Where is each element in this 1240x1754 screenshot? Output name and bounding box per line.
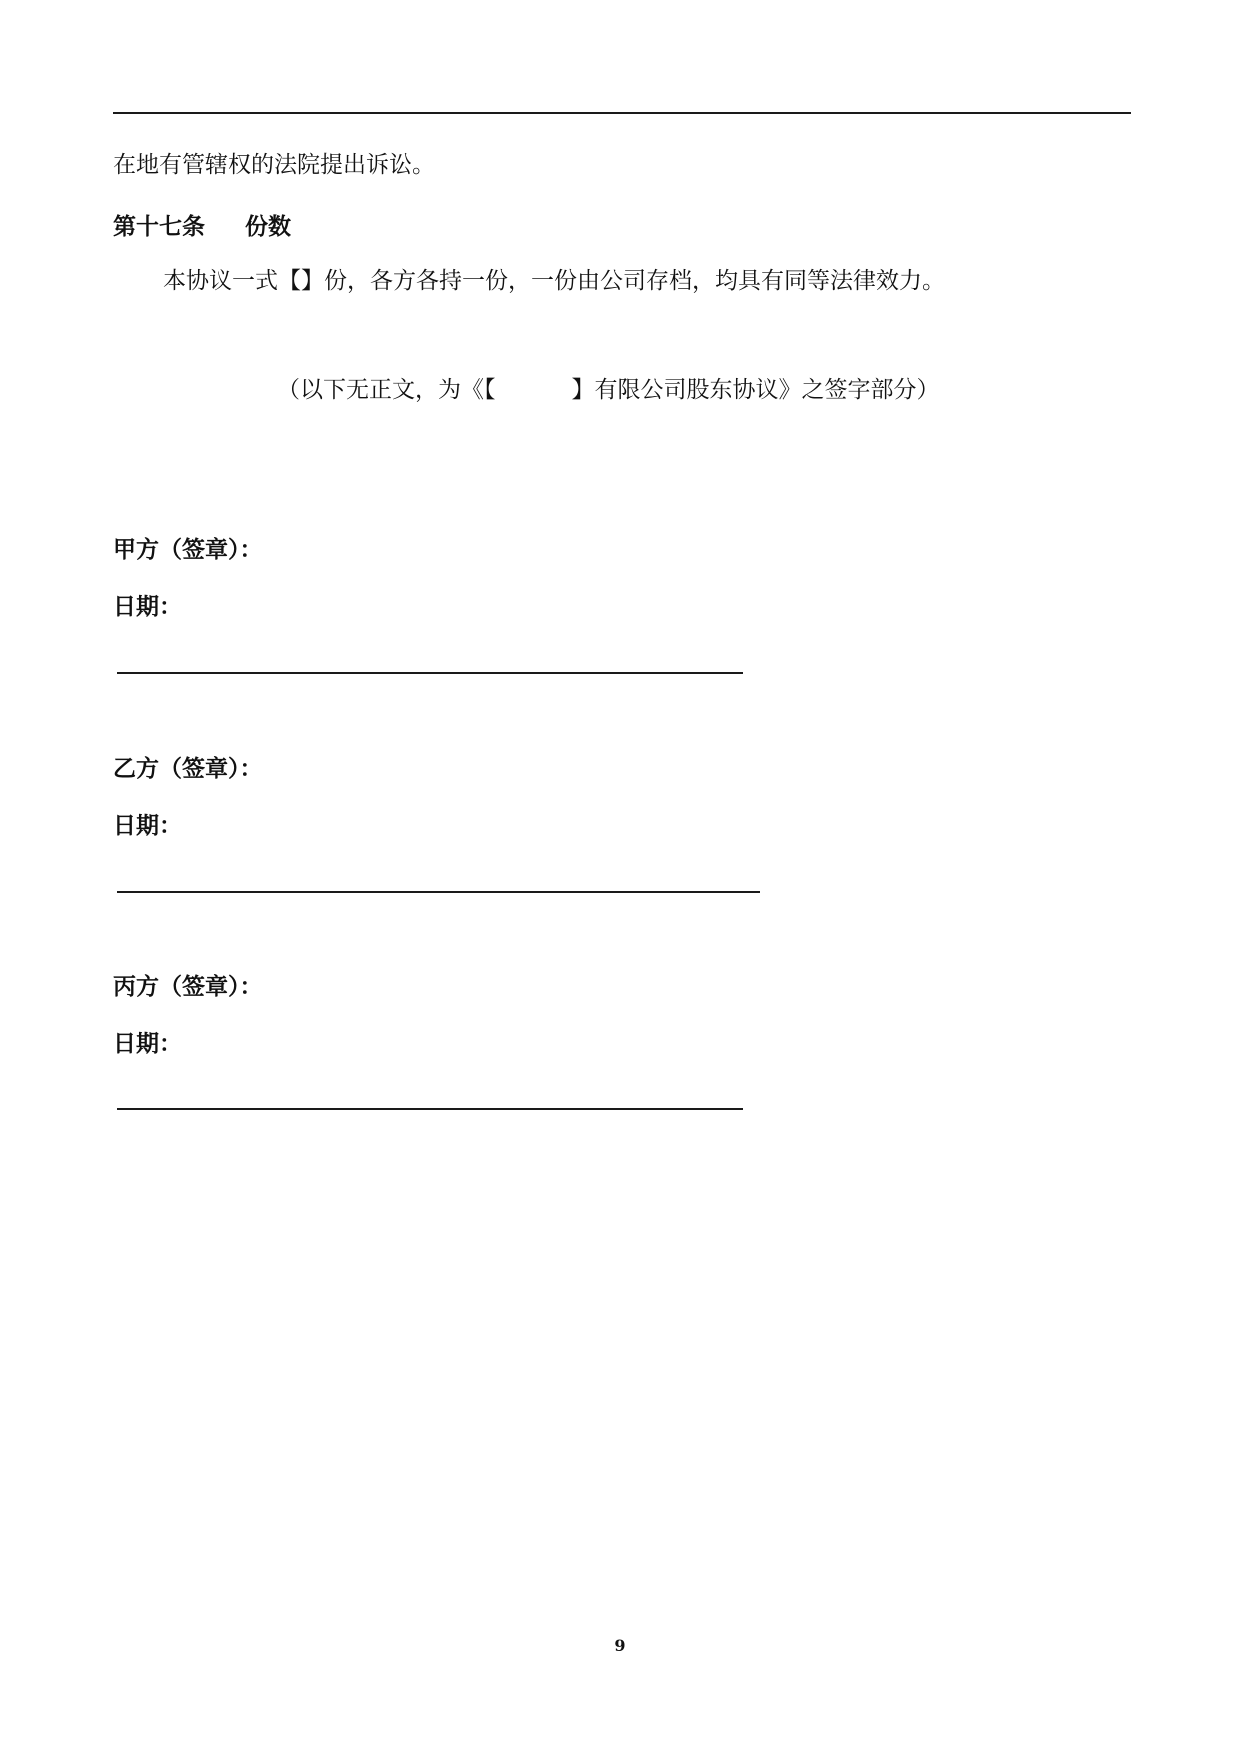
article-body: 本协议一式【】份，各方各持一份，一份由公司存档，均具有同等法律效力。 xyxy=(163,268,945,294)
closing-note-prefix: （以下无正文，为《【 xyxy=(277,377,496,403)
party-c-date-label: 日期： xyxy=(113,1030,182,1057)
article-title: 份数 xyxy=(245,213,291,240)
party-b-signature-line xyxy=(117,891,760,893)
continuation-paragraph: 在地有管辖权的法院提出诉讼。 xyxy=(113,152,435,178)
closing-note-suffix: 】有限公司股东协议》之签字部分） xyxy=(571,377,940,403)
party-a-signature-label: 甲方（签章）： xyxy=(113,536,263,563)
party-b-date-label: 日期： xyxy=(113,812,182,839)
party-a-date-label: 日期： xyxy=(113,593,182,620)
party-c-signature-label: 丙方（签章）： xyxy=(113,973,263,1000)
party-c-signature-line xyxy=(117,1108,743,1110)
article-number: 第十七条 xyxy=(113,213,205,240)
header-rule xyxy=(113,112,1131,114)
party-a-signature-line xyxy=(117,672,743,674)
article-heading xyxy=(113,212,291,242)
page-number: 9 xyxy=(614,1636,626,1655)
party-b-signature-label: 乙方（签章）： xyxy=(113,755,263,782)
closing-note xyxy=(277,375,940,405)
